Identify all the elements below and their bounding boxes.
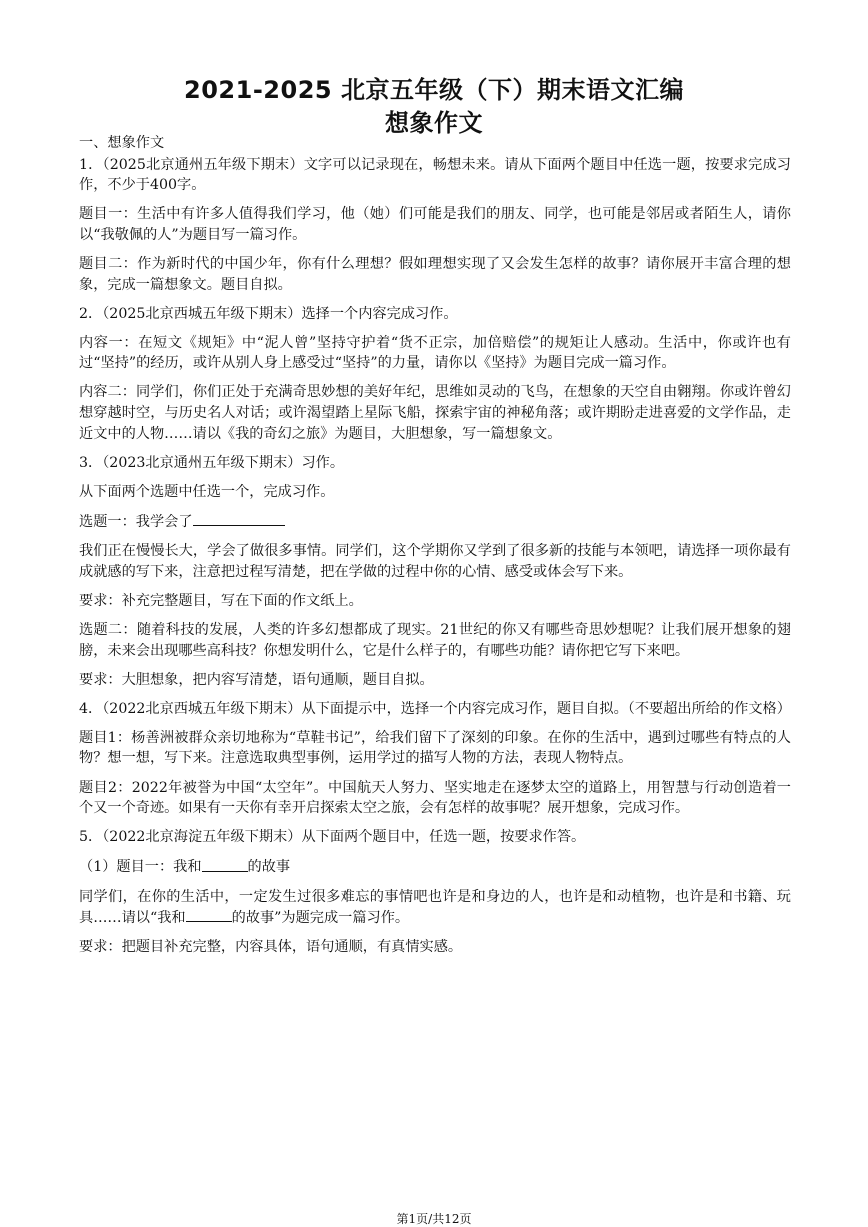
question-3-topic-1-req: 要求：补充完整题目，写在下面的作文纸上。 xyxy=(79,592,363,609)
document-body xyxy=(79,133,791,967)
question-5-req: 要求：把题目补充完整，内容具体，语句通顺，有真情实感。 xyxy=(79,939,463,956)
question-4-topic-1: 题目1：杨善洲被群众亲切地称为“草鞋书记”，给我们留下了深刻的印象。在你的生活中，遇到过哪些有特点的人物？想一想，写下来。注意选取典型事例，运用学过的描写人物的方法，表现人物特点。 xyxy=(79,729,791,767)
question-5-desc xyxy=(79,887,791,929)
question-5-topic-1 xyxy=(79,856,791,878)
question-3-topic-1-text: 选题一：我学会了 xyxy=(79,514,193,531)
question-5-stem: 5．（2022北京海淀五年级下期末）从下面两个题目中，任选一题，按要求作答。 xyxy=(79,829,586,846)
question-1-stem: 1．（2025北京通州五年级下期末）文字可以记录现在，畅想未来。请从下面两个题目中任选一题，按要求完成习作，不少于400字。 xyxy=(79,156,791,194)
question-2-content-2: 内容二：同学们，你们正处于充满奇思妙想的美好年纪，思维如灵动的飞鸟，在想象的天空自由翱翔。你或许曾幻想穿越时空，与历史名人对话；或许渴望踏上星际飞船，探索宇宙的神秘角落；或许期盼走进喜爱的文学作品，走近文中的人物……请以《我的奇幻之旅》为题目，大胆想象，写一篇想象文。 xyxy=(79,384,791,442)
fill-blank xyxy=(193,511,285,526)
fill-blank xyxy=(186,907,232,922)
question-3-topic-2: 选题二：随着科技的发展，人类的许多幻想都成了现实。21世纪的你又有哪些奇思妙想呢？让我们展开想象的翅膀，未来会出现哪些高科技？你想发明什么，它是什么样子的，有哪些功能？请你把它写下来吧。 xyxy=(79,621,791,659)
question-3-topic-1-desc: 我们正在慢慢长大，学会了做很多事情。同学们，这个学期你又学到了很多新的技能与本领吧，请选择一项你最有成就感的写下来，注意把过程写清楚，把在学做的过程中你的心情、感受或体会写下来。 xyxy=(79,543,791,580)
question-5-desc-pre: 同学们，在你的生活中，一定发生过很多难忘的事情吧也许是和身边的人，也许是和动植物，也许是和书籍、玩具……请以“我和 xyxy=(79,888,791,927)
question-3-topic-1 xyxy=(79,511,791,533)
question-3-topic-2-req: 要求：大胆想象，把内容写清楚，语句通顺，题目自拟。 xyxy=(79,671,434,688)
question-3-stem: 3．（2023北京通州五年级下期末）习作。 xyxy=(79,454,345,471)
page-number: 第1页/共12页 xyxy=(396,1212,472,1226)
question-4-topic-2: 题目2：2022年被誉为中国“太空年”。中国航天人努力、坚实地走在逐梦太空的道路上，用智慧与行动创造着一个又一个奇迹。如果有一天你有幸开启探索太空之旅，会有怎样的故事呢？展开想象，完成习作。 xyxy=(79,779,791,817)
fill-blank xyxy=(202,856,248,871)
question-1-topic-2: 题目二：作为新时代的中国少年，你有什么理想？假如理想实现了又会发生怎样的故事？请你展开丰富合理的想象，完成一篇想象文。题目自拟。 xyxy=(79,255,791,293)
document-title: 2021-2025 北京五年级（下）期末语文汇编 xyxy=(184,76,684,104)
question-2-content-1: 内容一：在短文《规矩》中“泥人曾”坚持守护着“货不正宗，加倍赔偿”的规矩让人感动。生活中，你或许也有过“坚持”的经历，或许从别人身上感受过“坚持”的力量，请你以《坚持》为题目完成一篇习作。 xyxy=(79,334,791,372)
question-5-topic-1-post: 的故事 xyxy=(247,859,291,876)
document-subtitle: 想象作文 xyxy=(385,109,483,137)
question-5-desc-post: 的故事”为题完成一篇习作。 xyxy=(231,910,410,927)
question-5-topic-1-pre: （1）题目一：我和 xyxy=(79,859,202,876)
question-3-intro: 从下面两个选题中任选一个，完成习作。 xyxy=(79,483,335,500)
section-heading: 一、想象作文 xyxy=(79,135,165,151)
question-2-stem: 2．（2025北京西城五年级下期末）选择一个内容完成习作。 xyxy=(79,305,458,322)
question-1-topic-1: 题目一：生活中有许多人值得我们学习，他（她）们可能是我们的朋友、同学，也可能是邻居或者陌生人，请你以“我敬佩的人”为题目写一篇习作。 xyxy=(79,206,791,243)
question-4-stem: 4．（2022北京西城五年级下期末）从下面提示中，选择一个内容完成习作，题目自拟。（不要超出所给的作文格） xyxy=(79,700,791,717)
